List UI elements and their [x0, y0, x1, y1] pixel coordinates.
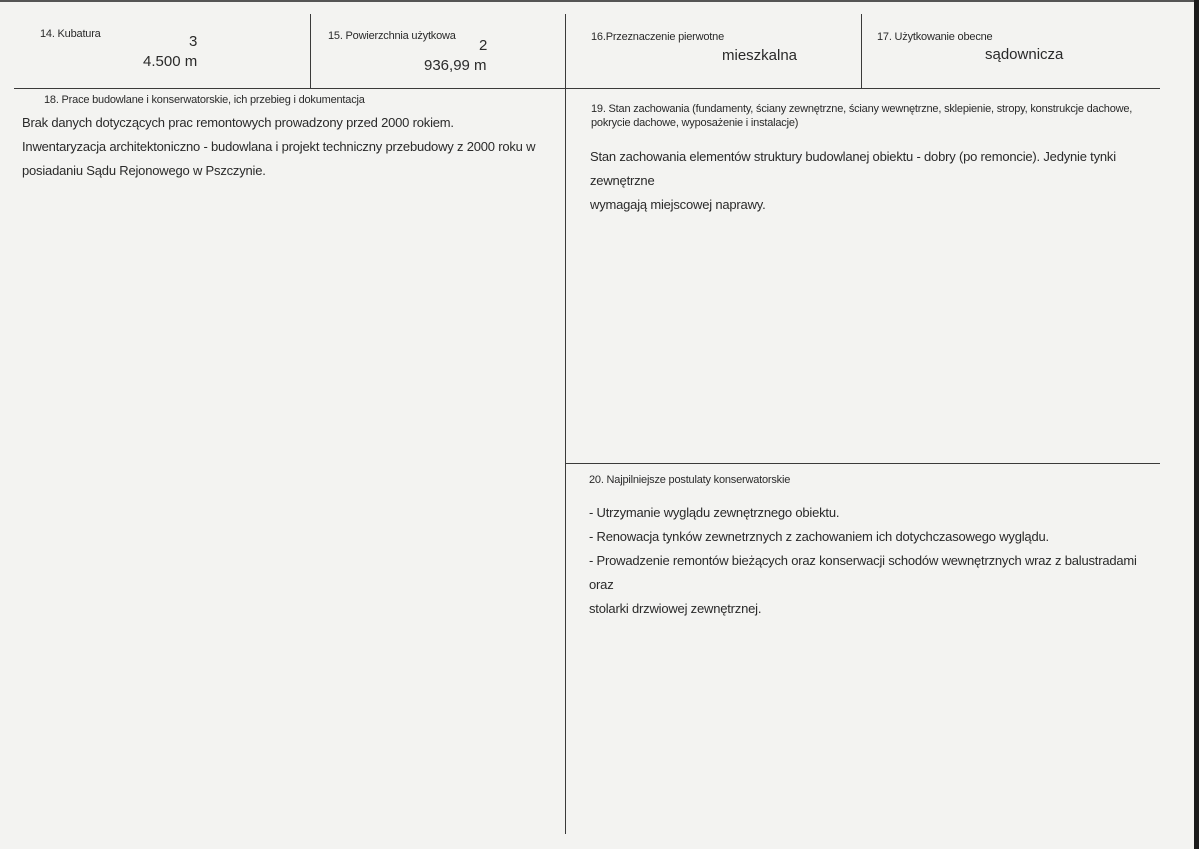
section20-body	[589, 501, 1154, 621]
kubatura-value: 4.500 m	[143, 53, 198, 70]
kubatura-unit-exponent: 3	[189, 33, 198, 50]
powierzchnia-unit-exponent: 2	[479, 37, 488, 54]
section20-item: - Prowadzenie remontów bieżących oraz konserwacji schodów wewnętrznych wraz z balustradami oraz	[589, 553, 1137, 592]
section20-item: - Renowacja tynków zewnetrznych z zachowaniem ich dotychczasowego wyglądu.	[589, 529, 1049, 544]
section20-heading: 20. Najpilniejsze postulaty konserwatorskie	[589, 474, 791, 486]
section19-heading	[591, 102, 1151, 130]
section18-heading: 18. Prace budowlane i konserwatorskie, ich przebieg i dokumentacja	[44, 94, 365, 106]
section19-line: wymagają miejscowej naprawy.	[590, 197, 766, 212]
divider-h-section20	[565, 463, 1160, 464]
kubatura-label: 14. Kubatura	[40, 28, 101, 40]
section18-body	[22, 111, 552, 183]
przeznaczenie-value: mieszkalna	[722, 47, 798, 64]
section18-line: posiadaniu Sądu Rejonowego w Pszczynie.	[22, 163, 266, 178]
section19-line: Stan zachowania elementów struktury budowlanej obiektu - dobry (po remoncie). Jedynie tynki zewnętrzne	[590, 149, 1116, 188]
uzytkowanie-label: 17. Użytkowanie obecne	[877, 31, 993, 43]
powierzchnia-value: 936,99 m	[424, 57, 487, 74]
section18-line: Inwentaryzacja architektoniczno - budowlana i projekt techniczny przebudowy z 2000 roku w	[22, 139, 536, 154]
divider-v-3	[861, 14, 862, 88]
scan-top-edge	[0, 0, 1199, 2]
section19-heading-line: pokrycie dachowe, wyposażenie i instalacje)	[591, 117, 799, 129]
scan-right-edge	[1194, 0, 1199, 849]
powierzchnia-label: 15. Powierzchnia użytkowa	[328, 30, 456, 42]
uzytkowanie-value: sądownicza	[985, 46, 1064, 63]
divider-v-2	[565, 14, 566, 834]
section18-line: Brak danych dotyczących prac remontowych prowadzony przed 2000 rokiem.	[22, 115, 454, 130]
przeznaczenie-label: 16.Przeznaczenie pierwotne	[591, 31, 724, 43]
section19-body	[590, 145, 1155, 217]
section19-heading-line: 19. Stan zachowania (fundamenty, ściany zewnętrzne, ściany wewnętrzne, sklepienie, stropy, konstrukcje dachowe,	[591, 103, 1133, 115]
divider-v-1	[310, 14, 311, 88]
section20-item: - Utrzymanie wyglądu zewnętrznego obiektu.	[589, 505, 840, 520]
divider-h-top-row	[14, 88, 1160, 89]
section20-item: stolarki drzwiowej zewnętrznej.	[589, 601, 762, 616]
